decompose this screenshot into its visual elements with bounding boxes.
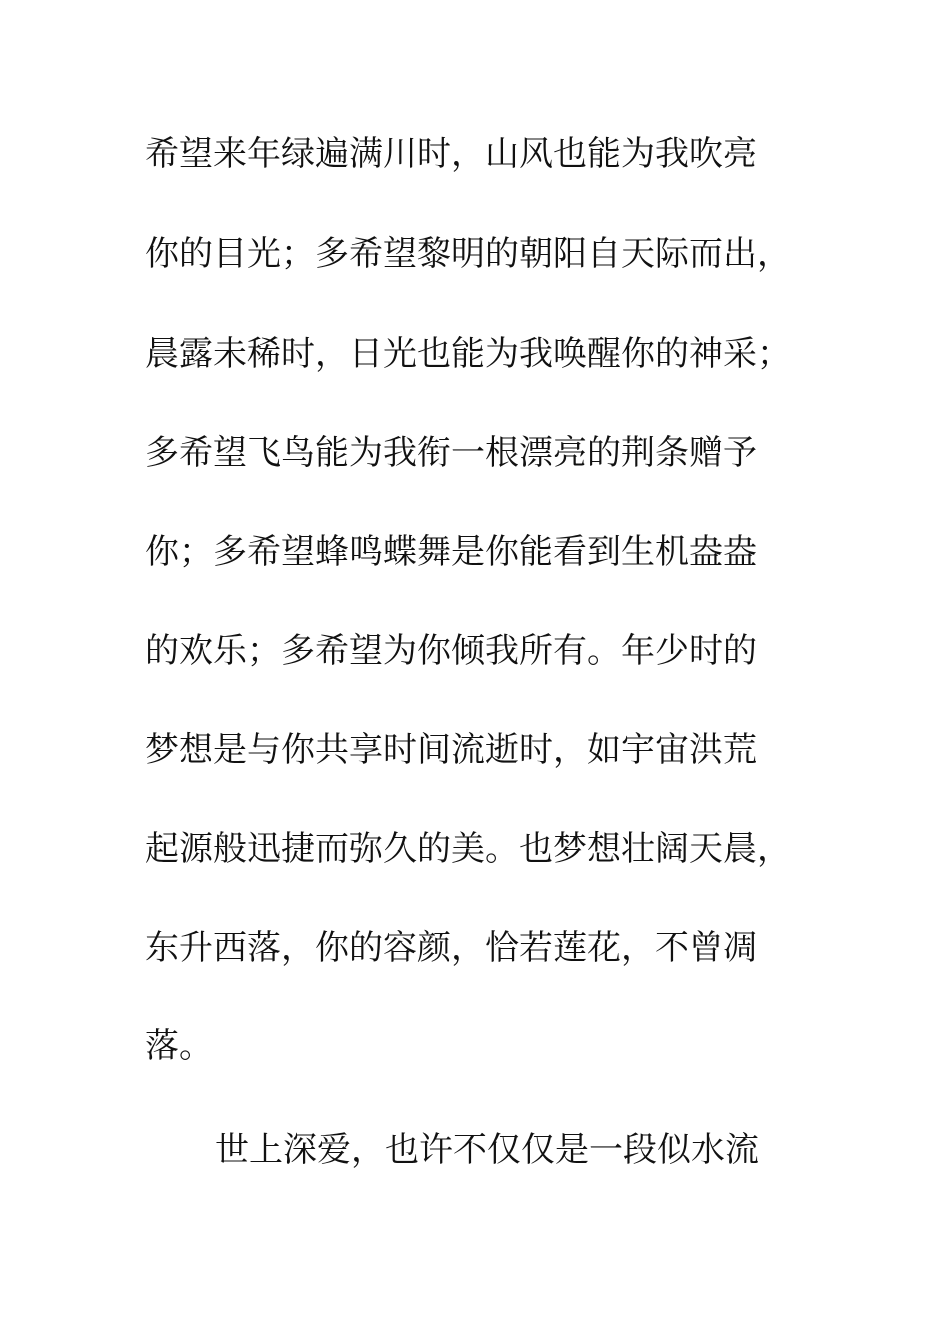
text-line-7: 梦想是与你共享时间流逝时，如宇宙洪荒 [145, 730, 757, 770]
text-line-8: 起源般迅捷而弥久的美。也梦想壮阔天晨， [145, 829, 791, 869]
text-line-6: 的欢乐；多希望为你倾我所有。年少时的 [145, 631, 757, 671]
text-line-3: 晨露未稀时，日光也能为我唤醒你的神采； [145, 334, 791, 374]
text-line-10: 落。 [145, 1026, 213, 1066]
text-line-5: 你；多希望蜂鸣蝶舞是你能看到生机盎盎 [145, 532, 757, 572]
paragraph-start-line: 世上深爱，也许不仅仅是一段似水流 [215, 1130, 759, 1170]
text-line-2: 你的目光；多希望黎明的朝阳自天际而出， [145, 234, 791, 274]
text-line-9: 东升西落，你的容颜，恰若莲花，不曾凋 [145, 928, 757, 968]
text-line-1: 希望来年绿遍满川时，山风也能为我吹亮 [145, 134, 757, 174]
text-line-4: 多希望飞鸟能为我衔一根漂亮的荆条赠予 [145, 433, 757, 473]
